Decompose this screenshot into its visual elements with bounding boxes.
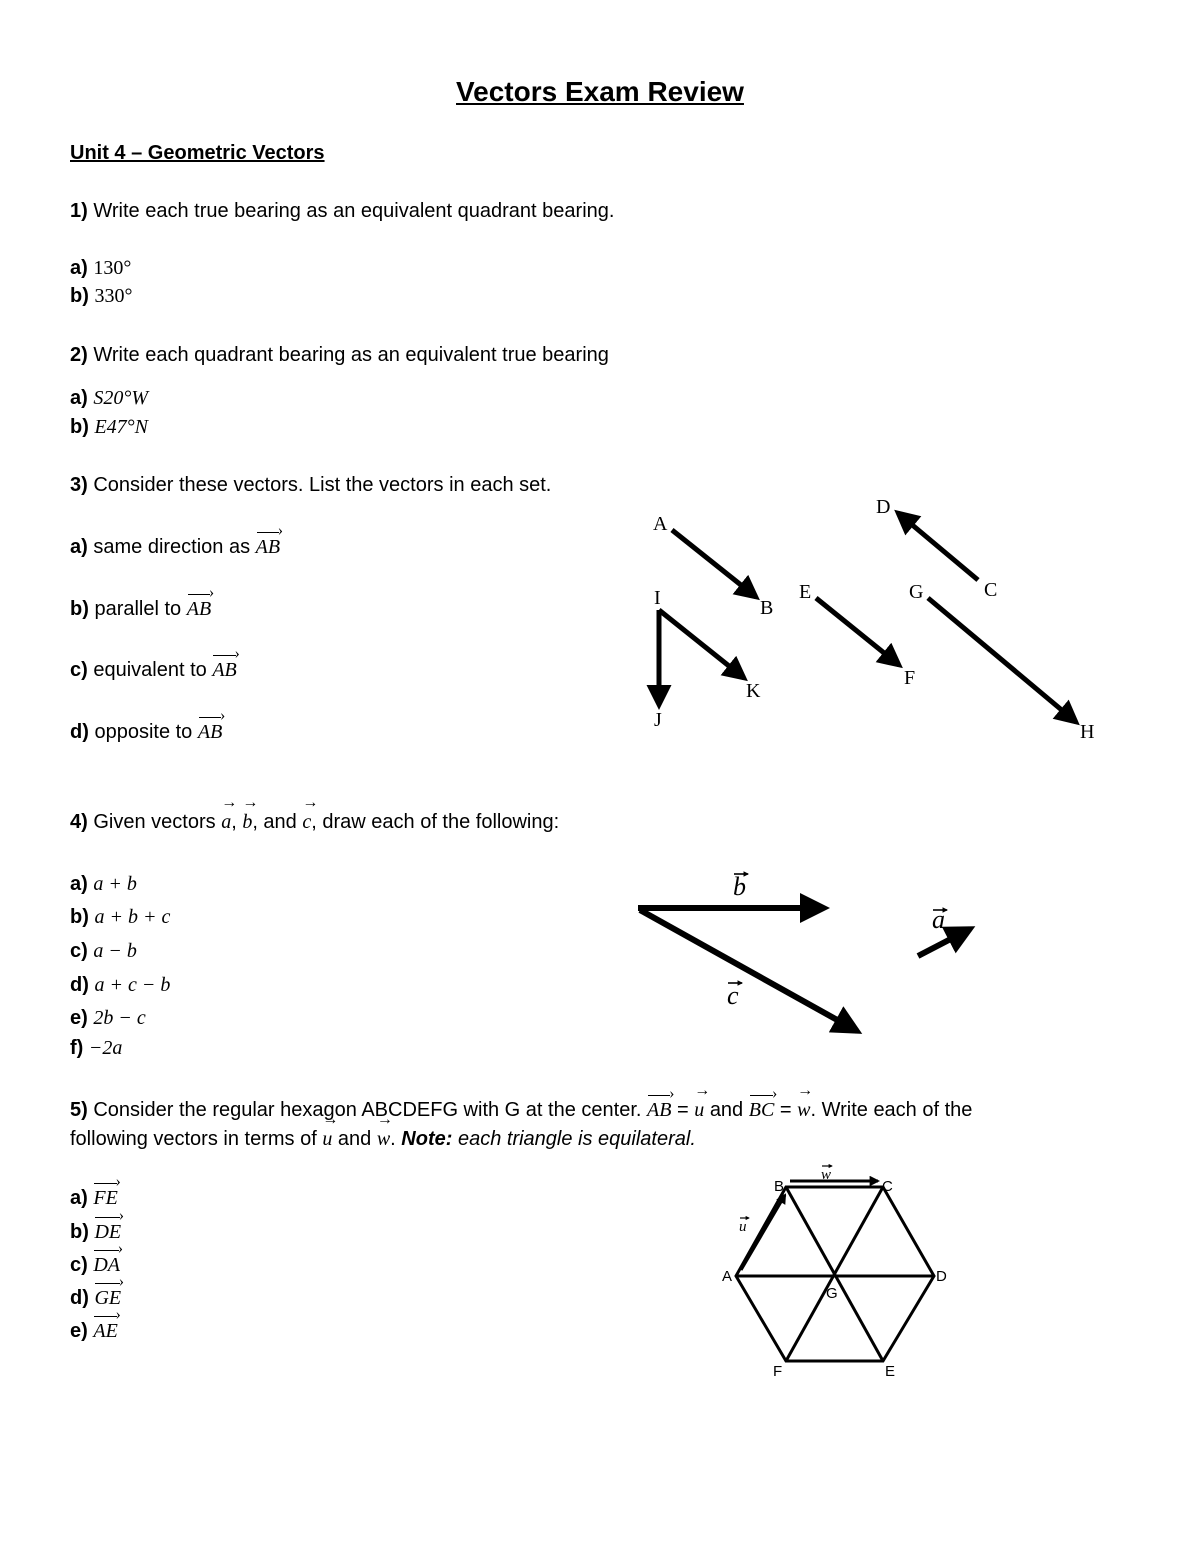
vector-b-label: b <box>733 872 746 901</box>
q5-point-labels <box>722 1178 947 1380</box>
question-5-line-1: 5) Consider the regular hexagon ABCDEFG with G at the center. › AB = → u and › BC = → w. Write each of the <box>70 1098 972 1122</box>
hex-point-d-label: D <box>936 1268 947 1285</box>
question-2: 2) Write each quadrant bearing as an equivalent true bearing <box>70 344 609 366</box>
point-g-label: G <box>909 581 924 603</box>
hex-vector-w-label: w <box>821 1167 832 1183</box>
q3-part-b: b) parallel to › AB <box>70 597 211 621</box>
hex-point-g-label: G <box>826 1285 838 1302</box>
q4-part-f: f) −2a <box>70 1037 123 1059</box>
q5-label-arrows <box>740 1166 832 1218</box>
point-c-label: C <box>984 579 998 601</box>
point-b-label: B <box>760 597 774 619</box>
q4-vector-diagram <box>638 908 970 1031</box>
q5-part-a: a) › FE <box>70 1186 118 1210</box>
q3-part-a: a) same direction as › AB <box>70 535 280 559</box>
q1-part-b: b) 330° <box>70 285 133 307</box>
vector-ab <box>672 530 756 597</box>
q4-part-c: c) a − b <box>70 940 137 962</box>
vector-cd <box>898 513 978 580</box>
point-f-label: F <box>904 667 916 689</box>
q4-label-arrows <box>728 874 947 983</box>
hex-point-b-label: B <box>774 1178 785 1195</box>
q4-part-b: b) a + b + c <box>70 906 171 928</box>
vector-ik <box>659 610 744 678</box>
q5-hexagon <box>736 1187 934 1361</box>
q3-vector-diagram <box>659 513 1076 722</box>
vector-ef <box>816 598 899 665</box>
q3-part-d: d) opposite to › AB <box>70 720 222 744</box>
point-e-label: E <box>799 581 812 603</box>
point-j-label: J <box>654 709 662 731</box>
point-h-label: H <box>1080 721 1095 743</box>
hex-vector-u-label: u <box>739 1219 747 1235</box>
point-k-label: K <box>746 680 761 702</box>
vector-u <box>741 1195 785 1270</box>
q2-part-a: a) S20°W <box>70 387 149 409</box>
q5-vector-labels <box>739 1167 831 1235</box>
q5-vectors <box>741 1181 878 1270</box>
hex-point-f-label: F <box>773 1363 783 1380</box>
q4-part-d: d) a + c − b <box>70 974 171 996</box>
q5-part-e: e) › AE <box>70 1319 118 1343</box>
hex-point-c-label: C <box>882 1178 893 1195</box>
vector-a-label: a <box>932 905 945 934</box>
q5-part-c: c) › DA <box>70 1253 120 1277</box>
q5-part-b: b) › DE <box>70 1220 121 1244</box>
hex-point-e-label: E <box>885 1363 896 1380</box>
unit-heading: Unit 4 – Geometric Vectors <box>70 142 325 164</box>
q4-part-a: a) a + b <box>70 873 137 895</box>
q5-part-d: d) › GE <box>70 1286 121 1310</box>
q2-part-b: b) E47°N <box>70 416 149 438</box>
hex-point-a-label: A <box>722 1268 733 1285</box>
question-1: 1) Write each true bearing as an equivalent quadrant bearing. <box>70 200 615 222</box>
q3-point-labels <box>653 496 1094 743</box>
q3-part-c: c) equivalent to › AB <box>70 658 237 682</box>
point-d-label: D <box>876 496 891 518</box>
q1-part-a: a) 130° <box>70 257 132 279</box>
q4-part-e: e) 2b − c <box>70 1007 146 1029</box>
question-4: 4) Given vectors → a, → b, and → c, draw each of the following: <box>70 810 559 834</box>
page-title: Vectors Exam Review <box>456 76 744 107</box>
question-5-line-2: following vectors in terms of → u and → w. Note: each triangle is equilateral. <box>70 1127 696 1151</box>
point-i-label: I <box>654 587 661 609</box>
q4-vector-labels <box>727 872 945 1010</box>
point-a-label: A <box>653 513 668 535</box>
question-3: 3) Consider these vectors. List the vectors in each set. <box>70 474 552 496</box>
vector-c-label: c <box>727 981 739 1010</box>
vector-gh <box>928 598 1076 722</box>
vector-c <box>640 910 857 1031</box>
